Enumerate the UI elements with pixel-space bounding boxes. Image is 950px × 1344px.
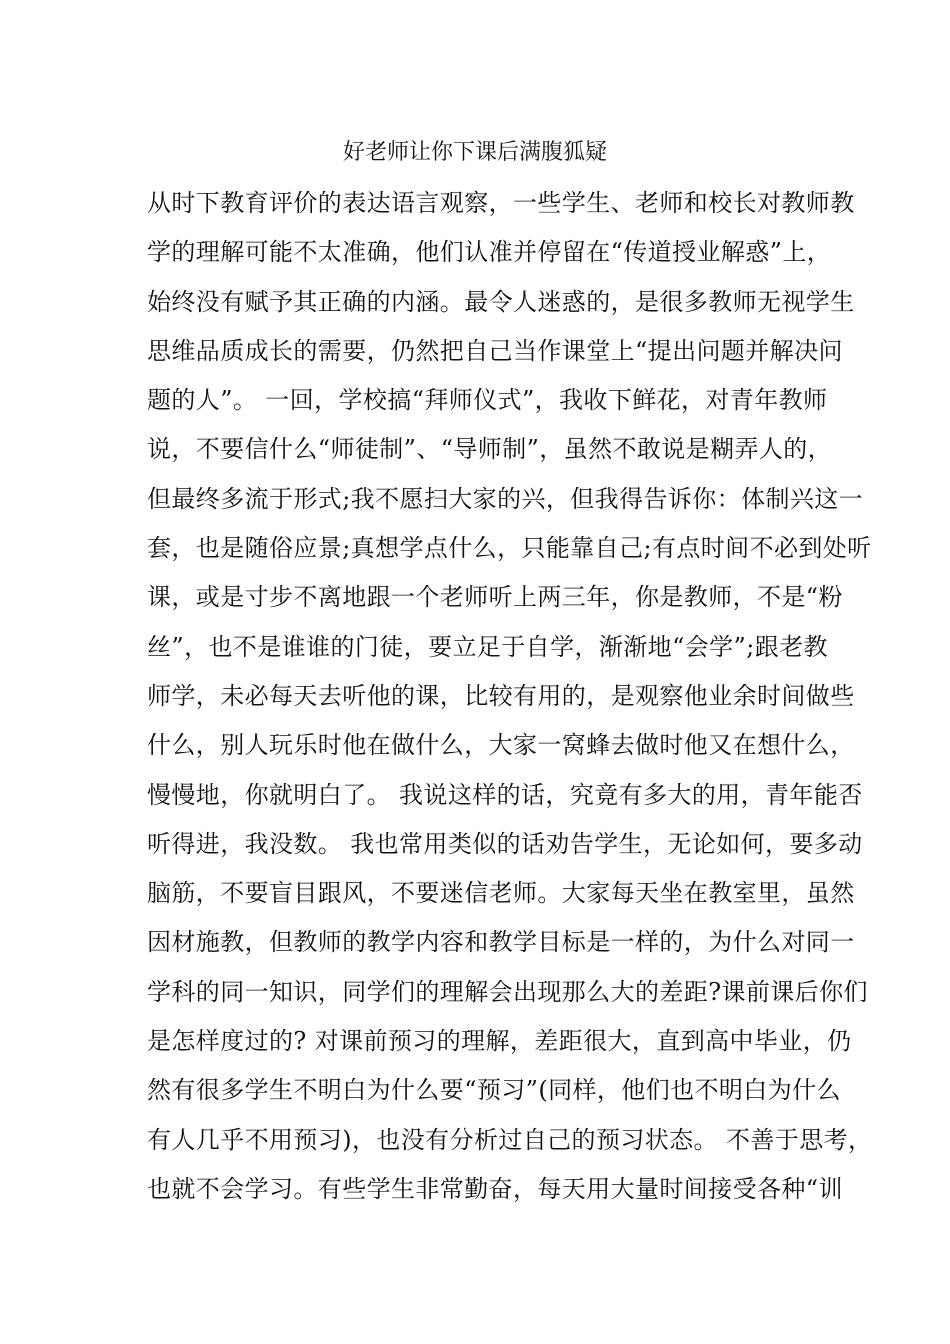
body-line: 脑筋，不要盲目跟风，不要迷信老师。大家每天坐在教室里，虽然 [147, 879, 855, 908]
body-line: 丝”，也不是谁谁的门徒，要立足于自学，渐渐地“会学”;跟老教 [147, 632, 828, 661]
body-line: 始终没有赋予其正确的内涵。最令人迷惑的，是很多教师无视学生 [147, 287, 855, 316]
document-body [147, 184, 873, 1219]
body-line: 从时下教育评价的表达语言观察，一些学生、老师和校长对教师教 [147, 189, 855, 217]
document-title: 好老师让你下课后满腹狐疑 [342, 140, 607, 165]
body-line: 听得进，我没数。 我也常用类似的话劝告学生，无论如何，要多动 [147, 829, 863, 858]
body-line: 因材施教，但教师的教学内容和教学目标是一样的，为什么对同一 [147, 928, 855, 957]
body-line: 慢慢地，你就明白了。 我说这样的话，究竟有多大的用，青年能否 [147, 780, 863, 809]
body-line: 说，不要信什么“师徒制”、“导师制”，虽然不敢说是糊弄人的， [147, 435, 833, 464]
body-line: 题的人”。 一回，学校搞“拜师仪式”，我收下鲜花，对青年教师 [147, 386, 828, 415]
body-line: 也就不会学习。有些学生非常勤奋，每天用大量时间接受各种“训 [147, 1174, 843, 1203]
body-line: 思维品质成长的需要，仍然把自己当作课堂上“提出问题并解决问 [147, 336, 843, 365]
body-line: 然有很多学生不明白为什么要“预习”(同样，他们也不明白为什么 [147, 1076, 841, 1105]
body-line: 学的理解可能不太准确，他们认准并停留在“传道授业解惑”上， [147, 238, 832, 267]
body-line: 套，也是随俗应景;真想学点什么，只能靠自己;有点时间不必到处听 [147, 534, 872, 563]
body-line: 什么，别人玩乐时他在做什么，大家一窝蜂去做时他又在想什么， [147, 731, 855, 760]
body-line: 有人几乎不用预习)，也没有分析过自己的预习状态。 不善于思考， [147, 1125, 873, 1154]
body-line: 师学，未必每天去听他的课，比较有用的，是观察他业余时间做些 [147, 681, 855, 710]
body-line: 但最终多流于形式;我不愿扫大家的兴，但我得告诉你：体制兴这一 [147, 484, 864, 513]
body-line: 课，或是寸步不离地跟一个老师听上两三年，你是教师，不是“粉 [147, 583, 843, 612]
body-line: 是怎样度过的? 对课前预习的理解，差距很大，直到高中毕业，仍 [147, 1027, 852, 1056]
body-line: 学科的同一知识，同学们的理解会出现那么大的差距?课前课后你们 [147, 977, 868, 1006]
